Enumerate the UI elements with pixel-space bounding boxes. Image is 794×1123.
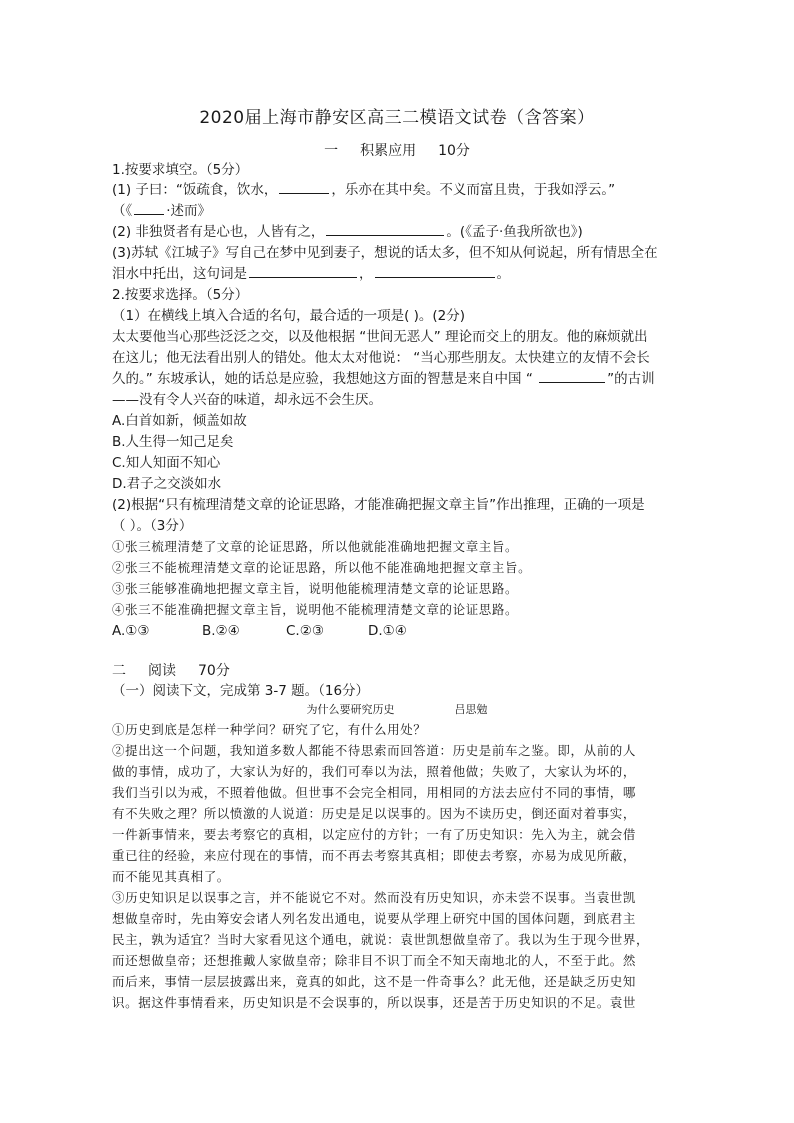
answer-option-a[interactable]: A.①③ <box>112 623 150 639</box>
q2-option-c[interactable]: C.知人知面不知心 <box>112 455 221 471</box>
answer-blank[interactable] <box>326 222 444 236</box>
essay-title: 为什么要研究历史 <box>306 703 395 716</box>
q2-passage-line: 在这儿；他无法看出别人的错处。他太太对他说： “当心那些朋友。太快建立的友情不会长 <box>112 350 650 366</box>
q2-passage-line: 太太要他当心那些泛泛之交，以及他根据 “世间无恶人” 理论而交上的朋友。他的麻烦就出 <box>112 329 648 345</box>
essay-line: ③历史知识足以误事之言，并不能说它不对。然而没有历史知识，亦未尝不误事。当袁世凯 <box>112 890 637 905</box>
answer-option-d[interactable]: D.①④ <box>368 623 407 639</box>
q2-statement-4: ④张三不能准确把握文章主旨，说明他不能梳理清楚文章的论证思路。 <box>112 602 519 617</box>
q1-line-3 <box>112 222 583 242</box>
q2-passage-line <box>112 369 655 389</box>
essay-line: 民主，孰为适宜？当时大家看见这个通电，就说：袁世凯想做皇帝了。我以为生于现今世界， <box>112 932 650 947</box>
section-2-name: 阅读 <box>148 663 176 679</box>
q2-sub-1: （1）在横线上填入合适的名句，最合适的一项是( )。(2分) <box>112 308 466 324</box>
q2-sub-2-line-2: （ ）。（3分） <box>112 518 193 534</box>
section-1-score: 10分 <box>438 143 470 159</box>
essay-line: 而还想做皇帝；还想推戴人家做皇帝；除非目不识丁而全不知天南地北的人，不至于此。然 <box>112 953 637 968</box>
essay-line: 而不能见其真相了。 <box>112 869 230 884</box>
essay-line: 有不失败之理？所以愤激的人说道：历史是足以误事的。因为不读历史，倒还面对着事实， <box>112 806 637 821</box>
q1-l2-text-a: （《 <box>112 203 133 219</box>
section-2-number: 二 <box>112 663 126 679</box>
q1-l5-comma: ， <box>359 266 373 282</box>
essay-line: 想做皇帝时，先由筹安会诸人列名发出通电，说要从学理上研究中国的国体问题，到底君主 <box>112 911 637 926</box>
q2-passage-line: ——没有令人兴奋的味道，却永远不会生厌。 <box>112 392 382 408</box>
q1-l5-period: 。 <box>496 266 510 282</box>
essay-author: 吕思勉 <box>454 703 488 716</box>
q1-l3-text-a: (2) 非独贤者有是心也，人皆有之， <box>112 224 325 240</box>
q1-l1-text-a: (1) 子曰：“饭疏食，饮水， <box>112 182 278 198</box>
q1-l1-text-b: ，乐亦在其中矣。不义而富且贵，于我如浮云。” <box>331 182 616 198</box>
section-1-number: 一 <box>324 143 339 159</box>
q1-line-4: (3)苏轼《江城子》写自己在梦中见到妻子，想说的话太多，但不知从何说起，所有情思全在 <box>112 245 658 261</box>
q2-option-a[interactable]: A.白首如新，倾盖如故 <box>112 413 247 429</box>
q1-l2-text-b: ·述而》 <box>166 203 212 219</box>
essay-line: ②提出这一个问题，我知道多数人都能不待思索而回答道：历史是前车之鉴。即，从前的人 <box>112 743 637 758</box>
q2-statement-1: ①张三梳理清楚了文章的论证思路，所以他就能准确地把握文章主旨。 <box>112 539 519 554</box>
q2-option-d[interactable]: D.君子之交淡如水 <box>112 476 222 492</box>
essay-line: 重已往的经验，来应付现在的事情，而不再去考察其真相；即使去考察，亦易为成见所蔽， <box>112 848 637 863</box>
answer-blank[interactable] <box>539 369 605 383</box>
q2-heading: 2.按要求选择。（5分） <box>112 287 249 303</box>
q1-line-2 <box>112 201 211 221</box>
section-1-name: 积累应用 <box>360 143 417 159</box>
q2-option-b[interactable]: B.人生得一知己足矣 <box>112 434 234 450</box>
q1-l5-text-a: 泪水中托出，这句词是 <box>112 266 247 282</box>
answer-blank[interactable] <box>375 264 495 278</box>
answer-option-b[interactable]: B.②④ <box>202 623 240 639</box>
essay-line: 我们当引以为戒，不照着他做。但世事不会完全相同，用相同的方法去应付不同的事情，哪 <box>112 785 637 800</box>
answer-blank[interactable] <box>249 264 357 278</box>
answer-blank[interactable] <box>134 201 164 215</box>
answer-option-c[interactable]: C.②③ <box>286 623 324 639</box>
section-2-heading <box>112 660 230 680</box>
q1-line-5 <box>112 264 510 284</box>
q1-l3-text-b: 。(《孟子·鱼我所欲也》) <box>446 224 583 240</box>
section-2-score: 70分 <box>198 663 230 679</box>
q1-heading: 1.按要求填空。（5分） <box>112 162 249 178</box>
q2-answer-options <box>112 621 407 641</box>
reading-subheading: （一）阅读下文，完成第 3-7 题。（16分） <box>112 683 370 699</box>
essay-line: 一件新事情来，要去考察它的真相，以定应付的方针；一有了历史知识：先入为主，就会借 <box>112 827 637 842</box>
essay-title-line <box>0 701 794 717</box>
q2-p3-text-b: ”的古训 <box>607 371 655 387</box>
page-title: 2020届上海市静安区高三二模语文试卷（含答案） <box>199 108 595 128</box>
essay-line: 而后来，事情一层层披露出来，竟真的如此，这不是一件奇事么？此无他，还是缺乏历史知 <box>112 974 637 989</box>
q2-statement-2: ②张三不能梳理清楚文章的论证思路，所以他不能准确地把握文章主旨。 <box>112 560 532 575</box>
q2-statement-3: ③张三能够准确地把握文章主旨，说明他能梳理清楚文章的论证思路。 <box>112 581 519 596</box>
q2-sub-2-line-1: (2)根据“只有梳理清楚文章的论证思路，才能准确把握文章主旨”作出推理，正确的一项是 <box>112 497 645 513</box>
essay-line: 做的事情，成功了，大家认为好的，我们可奉以为法，照着他做；失败了，大家认为坏的， <box>112 764 637 779</box>
essay-line: ①历史到底是怎样一种学问？研究了它，有什么用处？ <box>112 722 427 737</box>
answer-blank[interactable] <box>279 180 329 194</box>
section-1-heading <box>0 140 794 160</box>
q2-p3-text-a: 久的。” 东坡承认，她的话总是应验，我想她这方面的智慧是来自中国 “ <box>112 371 538 387</box>
essay-line: 识。据这件事情看来，历史知识是不会误事的，所以误事，还是苦于历史知识的不足。袁世 <box>112 995 637 1010</box>
q1-line-1 <box>112 180 615 200</box>
